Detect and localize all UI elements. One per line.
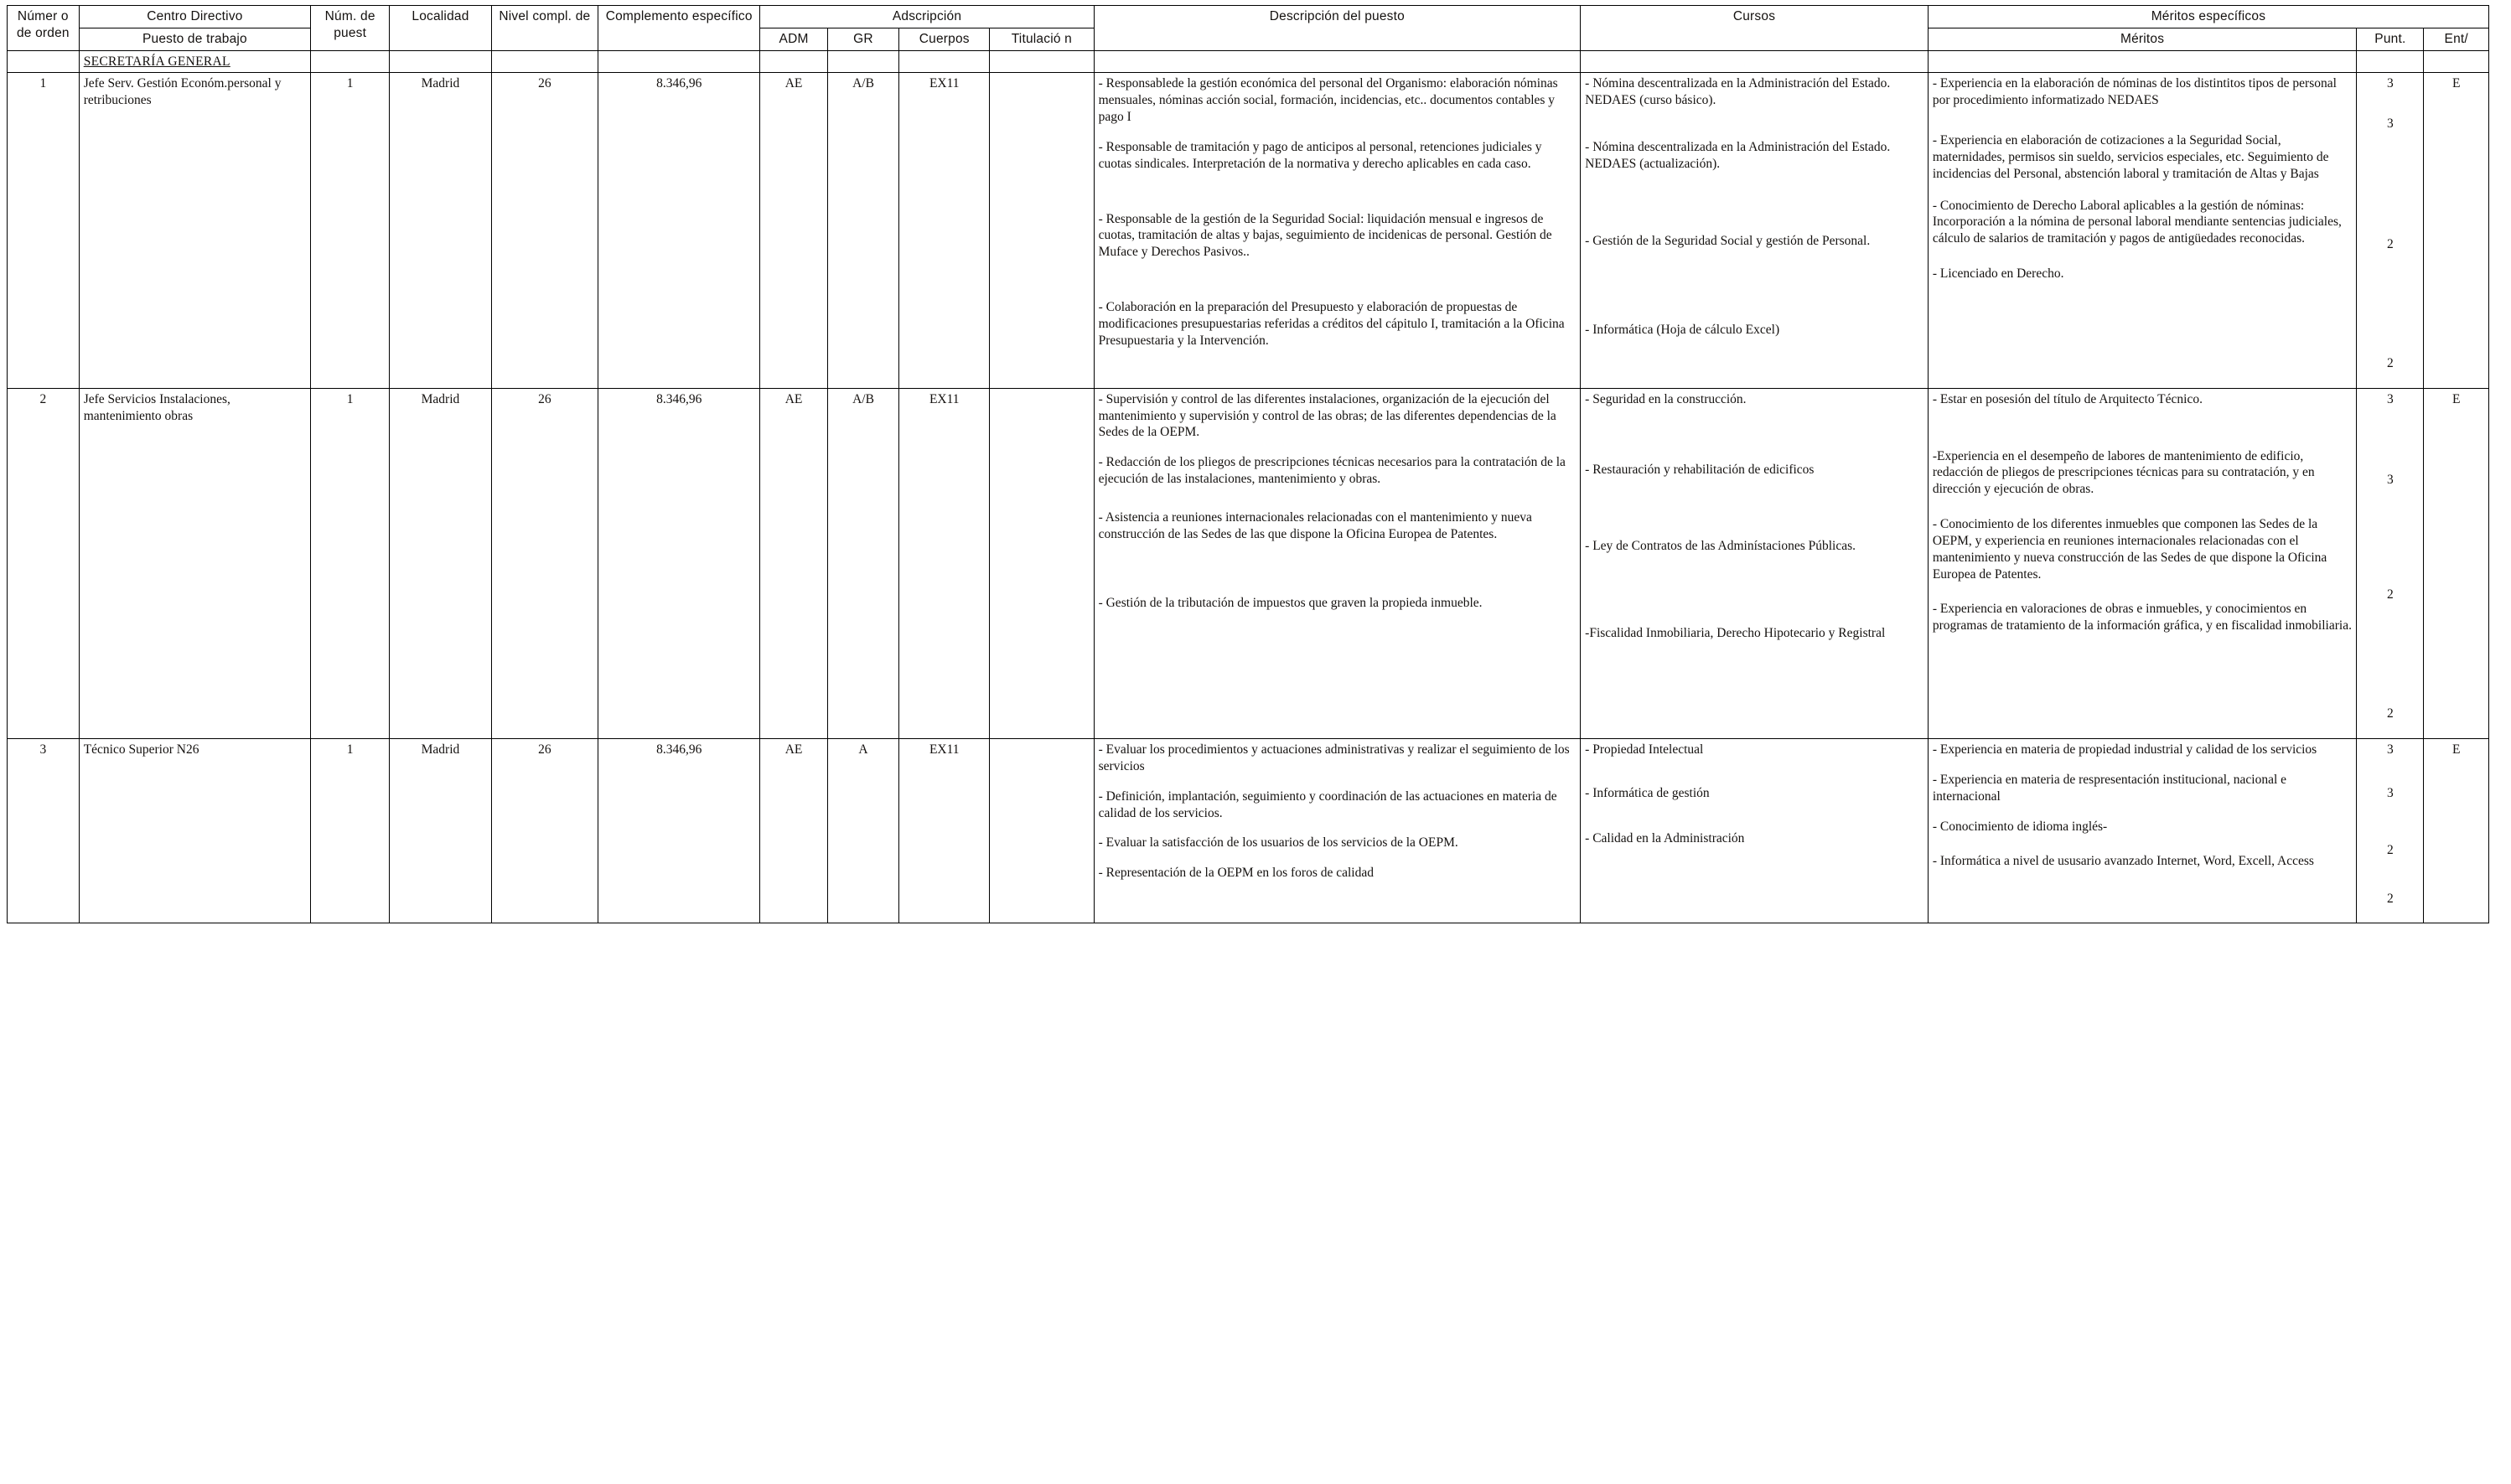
section-gr-cell [827,50,899,73]
row-descripcion [1094,73,1581,388]
merito-item: - Conocimiento de Derecho Laboral aplicables a la gestión de nóminas: Incorporación a la nómina de personal laboral mendiante sentencias judiciales, cálculo de salarios de tramitación y pagos de antigüedades reconocidas. [1932,198,2342,246]
row-titulacion [990,73,1094,388]
curso-item: - Seguridad en la construcción. [1585,391,1747,406]
row-complemento: 8.346,96 [598,73,760,388]
header-num-puest: Núm. de puest [311,6,390,51]
descripcion-item: - Supervisión y control de las diferentes instalaciones, organización de la ejecución del mantenimiento y supervisión y control de las obras; de las diferentes dependencias de la Sedes de la OEPM. [1098,391,1556,440]
header-adm: ADM [760,28,827,50]
row-meritos [1928,388,2356,738]
row-gr: A [827,739,899,923]
section-title-row [8,50,2489,73]
table-row [8,739,2489,923]
row-num: 1 [8,73,80,388]
row-localidad: Madrid [390,73,492,388]
descripcion-item: - Gestión de la tributación de impuestos que graven la propieda inmueble. [1098,595,1483,610]
curso-item: - Nómina descentralizada en la Administración del Estado. NEDAES (curso básico). [1585,76,1891,108]
ent-item: E [2452,742,2461,758]
merito-item: -Experiencia en el desempeño de labores de mantenimiento de edificio, redacción de pliegos de prescripciones técnicas para su contratación, y en dirección y ejecución de obras. [1932,448,2315,497]
punt-item: 3 [2387,742,2394,758]
row-titulacion [990,388,1094,738]
header-titulacion: Titulació n [990,28,1094,50]
punt-item: 2 [2387,891,2394,906]
header-meritos-especificos: Méritos específicos [1928,6,2488,28]
row-descripcion [1094,388,1581,738]
punt-item: 3 [2387,391,2394,406]
section-titulacion-cell [990,50,1094,73]
row-cursos [1581,388,1929,738]
row-localidad: Madrid [390,739,492,923]
descripcion-item: - Responsable de la gestión de la Seguridad Social: liquidación mensual e ingresos de cuotas, tramitación de altas y bajas, seguimiento de incidenicas de personal. Gestión de Muface y Derechos Pasivos.. [1098,211,1552,260]
table-body [8,50,2489,923]
descripcion-item: - Representación de la OEPM en los foros de calidad [1098,866,1374,881]
merito-item: - Licenciado en Derecho. [1932,266,2064,282]
row-gr: A/B [827,73,899,388]
row-adm: AE [760,388,827,738]
header-localidad: Localidad [390,6,492,51]
curso-item: - Ley de Contratos de las Adminístaciones Públicas. [1585,539,1856,554]
section-complemento-cell [598,50,760,73]
job-positions-table [7,5,2489,923]
descripcion-item: - Redacción de los pliegos de prescripciones técnicas necesarios para la contratación de la ejecución de las instalaciones, mantenimiento y obras. [1098,455,1566,487]
row-num-puest: 1 [311,388,390,738]
curso-item: -Fiscalidad Inmobiliaria, Derecho Hipotecario y Registral [1585,626,1886,641]
row-puesto: Técnico Superior N26 [79,739,310,923]
punt-item: 2 [2387,355,2394,370]
row-complemento: 8.346,96 [598,388,760,738]
row-cuerpos: EX11 [899,739,990,923]
header-num-orden: Númer o de orden [8,6,80,51]
ent-item: E [2452,76,2461,91]
row-meritos [1928,739,2356,923]
row-punt [2357,739,2424,923]
header-descripcion-puesto: Descripción del puesto [1094,6,1581,51]
row-adm: AE [760,739,827,923]
header-ent: Ent/ [2424,28,2489,50]
section-title: SECRETARÍA GENERAL [79,50,310,73]
row-cuerpos: EX11 [899,73,990,388]
header-cursos: Cursos [1581,6,1929,51]
row-ent [2424,739,2489,923]
section-meritos-cell [1928,50,2356,73]
header-puesto-trabajo: Puesto de trabajo [79,28,310,50]
row-puesto: Jefe Servicios Instalaciones, mantenimiento obras [79,388,310,738]
merito-item: - Experiencia en valoraciones de obras e inmuebles, y conocimientos en programas de tratamiento de la información gráfica, y en fiscalidad inmobiliaria. [1932,602,2352,633]
row-num: 3 [8,739,80,923]
descripcion-item: - Responsable de tramitación y pago de anticipos al personal, retenciones judiciales y cuotas sindicales. Interpretación de la normativa y derecho aplicables en cada caso. [1098,139,1542,171]
punt-item: 2 [2387,706,2394,721]
section-num-cell [8,50,80,73]
merito-item: - Experiencia en la elaboración de nóminas de los distintitos tipos de personal por procedimiento informatizado NEDAES [1932,76,2337,108]
descripcion-item: - Evaluar la satisfacción de los usuarios de los servicios de la OEPM. [1098,835,1458,851]
row-complemento: 8.346,96 [598,739,760,923]
section-cuerpos-cell [899,50,990,73]
curso-item: - Restauración y rehabilitación de edicificos [1585,462,1815,477]
curso-item: - Gestión de la Seguridad Social y gestión de Personal. [1585,233,1871,248]
merito-item: - Estar en posesión del título de Arquitecto Técnico. [1932,391,2203,406]
row-ent [2424,388,2489,738]
table-row [8,388,2489,738]
row-adm: AE [760,73,827,388]
curso-item: - Calidad en la Administración [1585,830,1745,845]
header-complemento-especifico: Complemento específico [598,6,760,51]
header-nivel-compl: Nivel compl. de [491,6,598,51]
merito-item: - Informática a nivel de ususario avanzado Internet, Word, Excell, Access [1932,854,2314,869]
header-cuerpos: Cuerpos [899,28,990,50]
row-nivel: 26 [491,388,598,738]
row-punt [2357,73,2424,388]
row-cursos [1581,739,1929,923]
curso-item: - Informática (Hoja de cálculo Excel) [1585,322,1780,337]
curso-item: - Propiedad Intelectual [1585,742,1704,758]
punt-item: 2 [2387,587,2394,602]
punt-item: 2 [2387,842,2394,857]
descripcion-item: - Definición, implantación, seguimiento y coordinación de las actuaciones en materia de calidad de los servicios. [1098,789,1557,820]
row-meritos [1928,73,2356,388]
merito-item: - Experiencia en elaboración de cotizaciones a la Seguridad Social, maternidades, permisos sin sueldo, servicios especiales, etc. Seguimiento de incidencias del Personal, abstención laboral y tramitación de Altas y Bajas [1932,133,2329,181]
merito-item: - Conocimiento de idioma inglés- [1932,819,2108,834]
header-gr: GR [827,28,899,50]
header-centro-directivo: Centro Directivo [79,6,310,28]
section-adm-cell [760,50,827,73]
row-num-puest: 1 [311,73,390,388]
header-adscripcion: Adscripción [760,6,1094,28]
row-num: 2 [8,388,80,738]
section-numpuest-cell [311,50,390,73]
merito-item: - Conocimiento de los diferentes inmuebles que componen las Sedes de la OEPM, y experiencia en reuniones internacionales relacionadas con el mantenimiento y nueva construcción de las Sedes de que dispone la Oficina Europea de Patentes. [1932,517,2327,582]
ent-item: E [2452,391,2461,406]
row-nivel: 26 [491,73,598,388]
table-row [8,73,2489,388]
row-gr: A/B [827,388,899,738]
punt-item: 3 [2387,76,2394,91]
descripcion-item: - Evaluar los procedimientos y actuaciones administrativas y realizar el seguimiento de los servicios [1098,742,1570,773]
punt-item: 3 [2387,116,2394,132]
section-localidad-cell [390,50,492,73]
row-cursos [1581,73,1929,388]
row-num-puest: 1 [311,739,390,923]
punt-item: 2 [2387,237,2394,252]
merito-item: - Experiencia en materia de respresentación institucional, nacional e internacional [1932,772,2287,804]
section-punt-cell [2357,50,2424,73]
document-page [0,5,2511,1484]
row-nivel: 26 [491,739,598,923]
row-descripcion [1094,739,1581,923]
curso-item: - Nómina descentralizada en la Administración del Estado. NEDAES (actualización). [1585,140,1891,171]
row-ent [2424,73,2489,388]
punt-item: 3 [2387,472,2394,487]
merito-item: - Experiencia en materia de propiedad industrial y calidad de los servicios [1932,742,2317,758]
curso-item: - Informática de gestión [1585,785,1710,800]
descripcion-item: - Asistencia a reuniones internacionales relacionadas con el mantenimiento y nueva construcción de las Sedes de las que dispone la Oficina Europea de Patentes. [1098,509,1532,541]
descripcion-item: - Colaboración en la preparación del Presupuesto y elaboración de propuestas de modificaciones presupuestarias referidas a créditos del cápitulo I, tramitación a la Oficina Presupuestaria y la Intervención. [1098,300,1565,348]
row-titulacion [990,739,1094,923]
table-header-row-1 [8,6,2489,28]
row-localidad: Madrid [390,388,492,738]
header-meritos: Méritos [1928,28,2356,50]
section-nivel-cell [491,50,598,73]
header-punt: Punt. [2357,28,2424,50]
section-descripcion-cell [1094,50,1581,73]
section-cursos-cell [1581,50,1929,73]
section-ent-cell [2424,50,2489,73]
punt-item: 3 [2387,785,2394,800]
row-puesto: Jefe Serv. Gestión Económ.personal y retribuciones [79,73,310,388]
descripcion-item: - Responsablede la gestión económica del personal del Organismo: elaboración nóminas mensuales, nóminas acción social, formación, incidencias, etc.. documentos contables y pago I [1098,76,1558,125]
row-cuerpos: EX11 [899,388,990,738]
row-punt [2357,388,2424,738]
